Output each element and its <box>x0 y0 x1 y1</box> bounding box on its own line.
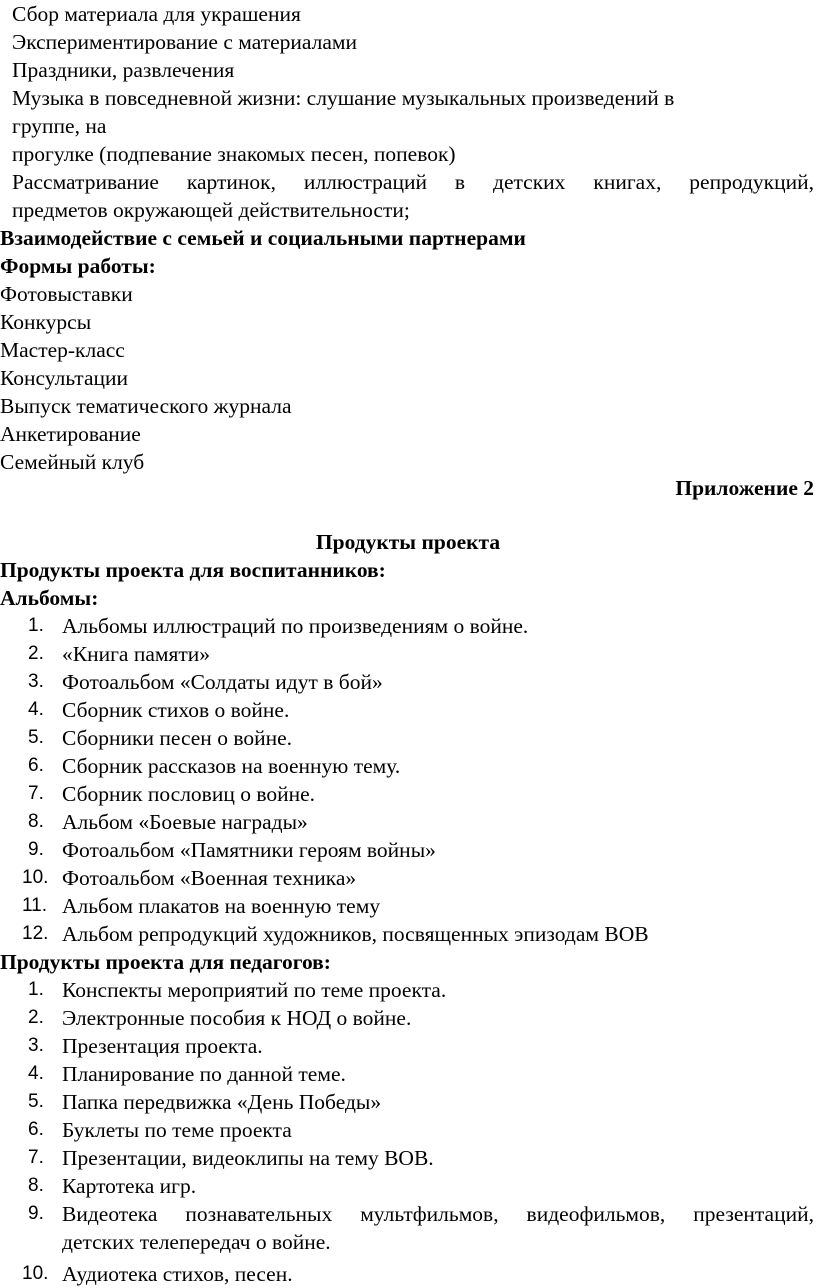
list-item: Конспекты мероприятий по теме проекта. <box>62 978 447 1002</box>
list-item: Папка передвижка «День Победы» <box>62 1090 382 1114</box>
form-item: Семейный клуб <box>0 450 145 474</box>
list-number: 8. <box>28 1175 44 1196</box>
list-item: Альбомы иллюстраций по произведениям о войне. <box>62 614 529 638</box>
list-number: 12. <box>22 923 49 944</box>
list-number: 9. <box>28 839 44 860</box>
list-number: 3. <box>28 1035 44 1056</box>
list-item: Фотоальбом «Солдаты идут в бой» <box>62 670 383 694</box>
teachers-heading: Продукты проекта для педагогов: <box>0 950 331 974</box>
list-number: 5. <box>28 1091 44 1112</box>
list-number: 5. <box>28 727 44 748</box>
form-item: Выпуск тематического журнала <box>0 394 292 418</box>
intro-line: Праздники, развлечения <box>12 58 235 82</box>
form-item: Конкурсы <box>0 310 92 334</box>
list-number: 7. <box>28 1147 44 1168</box>
list-number: 11. <box>22 895 48 916</box>
list-item: Планирование по данной теме. <box>62 1062 346 1086</box>
list-item: Альбом «Боевые награды» <box>62 810 308 834</box>
intro-line: Рассматривание картинок, иллюстраций в детских книгах, репродукций, <box>12 170 814 194</box>
list-number: 6. <box>28 1119 44 1140</box>
list-item: Сборники песен о войне. <box>62 726 293 750</box>
form-item: Мастер-класс <box>0 338 125 362</box>
list-item: Буклеты по теме проекта <box>62 1118 292 1142</box>
form-item: Анкетирование <box>0 422 141 446</box>
list-number: 10. <box>22 867 49 888</box>
list-item-continuation: детских телепередач о войне. <box>62 1230 331 1254</box>
list-number: 1. <box>28 615 44 636</box>
intro-line: Музыка в повседневной жизни: слушание музыкальных произведений в <box>12 86 675 110</box>
list-number: 6. <box>28 755 44 776</box>
list-item: Сборник стихов о войне. <box>62 698 290 722</box>
list-item: Картотека игр. <box>62 1174 197 1198</box>
list-item: Сборник пословиц о войне. <box>62 782 316 806</box>
list-item: Презентации, видеоклипы на тему ВОВ. <box>62 1146 434 1170</box>
list-number: 2. <box>28 1007 44 1028</box>
list-item: «Книга памяти» <box>62 642 211 666</box>
forms-heading: Формы работы: <box>0 254 156 278</box>
albums-heading: Альбомы: <box>0 586 99 610</box>
list-item: Фотоальбом «Памятники героям войны» <box>62 838 436 862</box>
list-number: 4. <box>28 699 44 720</box>
intro-line: прогулке (подпевание знакомых песен, попевок) <box>12 142 456 166</box>
list-number: 3. <box>28 671 44 692</box>
list-number: 7. <box>28 783 44 804</box>
form-item: Фотовыставки <box>0 282 133 306</box>
list-number: 4. <box>28 1063 44 1084</box>
list-item: Видеотека познавательных мультфильмов, видеофильмов, презентаций, <box>62 1202 814 1226</box>
products-title: Продукты проекта <box>315 530 501 554</box>
list-item: Презентация проекта. <box>62 1034 263 1058</box>
intro-line: предметов окружающей действительности; <box>12 198 410 222</box>
list-number: 8. <box>28 811 44 832</box>
list-number: 9. <box>28 1203 44 1224</box>
list-item: Аудиотека стихов, песен. <box>62 1262 293 1286</box>
list-item: Альбом плакатов на военную тему <box>62 894 381 918</box>
appendix-label: Приложение 2 <box>675 476 814 500</box>
list-number: 1. <box>28 979 44 1000</box>
list-item: Электронные пособия к НОД о войне. <box>62 1006 412 1030</box>
family-heading: Взаимодействие с семьей и социальными партнерами <box>0 226 526 250</box>
intro-line: Сбор материала для украшения <box>12 2 301 26</box>
form-item: Консультации <box>0 366 129 390</box>
students-heading: Продукты проекта для воспитанников: <box>0 558 386 582</box>
intro-line: Экспериментирование с материалами <box>12 30 358 54</box>
list-item: Альбом репродукций художников, посвященных эпизодам ВОВ <box>62 922 649 946</box>
list-item: Фотоальбом «Военная техника» <box>62 866 357 890</box>
intro-line: группе, на <box>12 114 107 138</box>
list-number: 2. <box>28 643 44 664</box>
list-item: Сборник рассказов на военную тему. <box>62 754 401 778</box>
list-number: 10. <box>22 1263 49 1284</box>
